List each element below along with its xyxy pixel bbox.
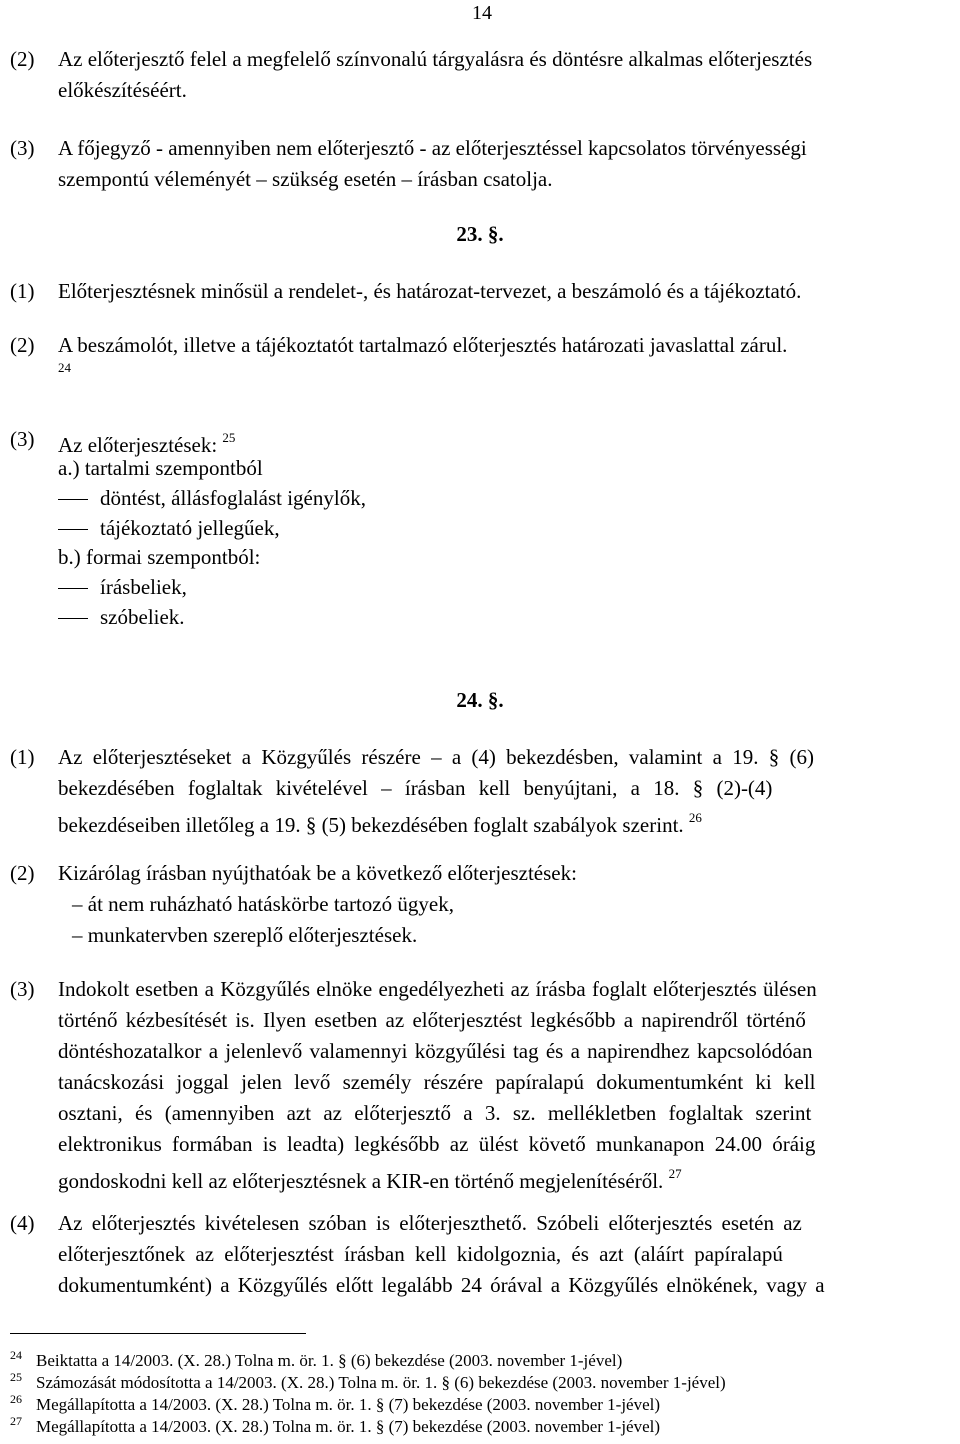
paragraph-24-4: [10, 1208, 956, 1301]
paragraph-line: bekezdésében foglaltak kivételével – írásban kell benyújtani, a 18. § (2)-(4): [58, 776, 773, 800]
footnote-number: 26: [10, 1392, 22, 1406]
paragraph-text: Az előterjesztések:: [58, 433, 218, 457]
paragraph-line: elektronikus formában is leadta) legkésőbb az ülést követő munkanapon 24.00 óráig: [58, 1132, 816, 1156]
paragraph-line: Az előterjesztés kivételesen szóban is előterjeszthető. Szóbeli előterjesztés esetén az: [58, 1211, 802, 1235]
paragraph-24-1: [10, 742, 956, 841]
footnote-text: Megállapította a 14/2003. (X. 28.) Tolna m. ör. 1. § (7) bekezdése (2003. november 1-jével): [36, 1395, 661, 1414]
list-item: szóbeliek.: [58, 602, 185, 633]
dash-icon: [58, 499, 88, 500]
paragraph-number: (2): [10, 47, 35, 71]
paragraph-22-2: [10, 44, 956, 106]
paragraph-line: osztani, és (amennyiben azt az előterjesztő a 3. sz. mellékletben foglaltak szerint: [58, 1101, 812, 1125]
list-item: írásbeliek,: [58, 572, 187, 603]
paragraph-line: előterjesztőnek az előterjesztést írásban kell kidolgoznia, és azt (aláírt papíralapú: [58, 1242, 783, 1266]
paragraph-number: (4): [10, 1211, 35, 1235]
paragraph-line: Kizárólag írásban nyújthatóak be a következő előterjesztések:: [58, 861, 577, 885]
paragraph-number: (2): [10, 333, 35, 357]
paragraph-number: (1): [10, 279, 35, 303]
paragraph-number: (3): [10, 136, 35, 160]
paragraph-line: történő kézbesítését is. Ilyen esetben az előterjesztést legkésőbb a napirendről történő: [58, 1008, 806, 1032]
footnote-ref-27: 27: [668, 1166, 682, 1181]
list-a-label: a.) tartalmi szempontból: [58, 456, 263, 480]
footnote-separator: [10, 1333, 306, 1334]
paragraph-number: (2): [10, 861, 35, 885]
footnote-ref-24: 24: [58, 360, 71, 375]
footnote-ref-26: 26: [688, 810, 702, 825]
page-number: 14: [472, 2, 492, 24]
paragraph-line: Az előterjesztő felel a megfelelő színvonalú tárgyalásra és döntésre alkalmas előterjesztés: [58, 47, 813, 71]
paragraph-22-3: [10, 133, 956, 195]
footnote: [10, 1416, 660, 1438]
paragraph-line: dokumentumként) a Közgyűlés előtt legalább 24 órával a Közgyűlés elnökének, vagy a: [58, 1273, 825, 1297]
paragraph-line: előkészítéséért.: [58, 78, 187, 102]
footnote-number: 27: [10, 1414, 22, 1428]
paragraph-line: Indokolt esetben a Közgyűlés elnöke engedélyezheti az írásba foglalt előterjesztés ülésen: [58, 977, 817, 1001]
paragraph-23-1: [10, 276, 956, 307]
footnote-text: Számozását módosította a 14/2003. (X. 28.) Tolna m. ör. 1. § (6) bekezdése (2003. november 1-jével): [36, 1373, 726, 1392]
list-item: – át nem ruházható hatáskörbe tartozó ügyek,: [72, 892, 454, 916]
paragraph-line: döntéshozatalkor a jelenlevő valamennyi közgyűlési tag és a napirendhez kapcsolódóan: [58, 1039, 813, 1063]
section-heading-24: 24. §.: [456, 688, 504, 712]
paragraph-line: szempontú véleményét – szükség esetén – írásban csatolja.: [58, 167, 553, 191]
footnote-number: 25: [10, 1370, 22, 1384]
paragraph-line: Az előterjesztéseket a Közgyűlés részére – a (4) bekezdésben, valamint a 19. § (6): [58, 745, 814, 769]
list-item: döntést, állásfoglalást igénylők,: [58, 483, 366, 514]
paragraph-line: bekezdéseiben illetőleg a 19. § (5) bekezdésében foglalt szabályok szerint.: [58, 813, 684, 837]
paragraph-23-2: [10, 330, 956, 361]
footnote-text: Beiktatta a 14/2003. (X. 28.) Tolna m. ör. 1. § (6) bekezdése (2003. november 1-jével): [36, 1351, 623, 1370]
paragraph-line: tanácskozási joggal jelen levő személy részére papíralapú dokumentumként ki kell: [58, 1070, 816, 1094]
dash-icon: [58, 529, 88, 530]
paragraph-24-2: [10, 858, 956, 951]
list-item: tájékoztató jellegűek,: [58, 513, 280, 544]
dash-icon: [58, 588, 88, 589]
list-item: – munkatervben szereplő előterjesztések.: [72, 923, 418, 947]
footnote-number: 24: [10, 1348, 22, 1362]
footnote: [10, 1372, 726, 1394]
footnote: [10, 1394, 660, 1416]
footnote: [10, 1350, 622, 1372]
paragraph-number: (3): [10, 977, 35, 1001]
paragraph-text: Előterjesztésnek minősül a rendelet-, és határozat-tervezet, a beszámoló és a tájékoztató.: [58, 279, 802, 303]
paragraph-line: gondoskodni kell az előterjesztésnek a KIR-en történő megjelenítéséről.: [58, 1169, 664, 1193]
paragraph-24-3: [10, 974, 956, 1197]
paragraph-number: (3): [10, 427, 35, 451]
paragraph-text: A beszámolót, illetve a tájékoztatót tartalmazó előterjesztés határozati javaslattal zárul.: [58, 333, 788, 357]
footnote-ref-25: 25: [222, 430, 236, 445]
dash-icon: [58, 618, 88, 619]
paragraph-number: (1): [10, 745, 35, 769]
footnote-text: Megállapította a 14/2003. (X. 28.) Tolna m. ör. 1. § (7) bekezdése (2003. november 1-jével): [36, 1417, 661, 1436]
section-heading-23: 23. §.: [456, 222, 504, 246]
list-b-label: b.) formai szempontból:: [58, 545, 261, 569]
paragraph-line: A főjegyző - amennyiben nem előterjesztő - az előterjesztéssel kapcsolatos törvényességi: [58, 136, 807, 160]
